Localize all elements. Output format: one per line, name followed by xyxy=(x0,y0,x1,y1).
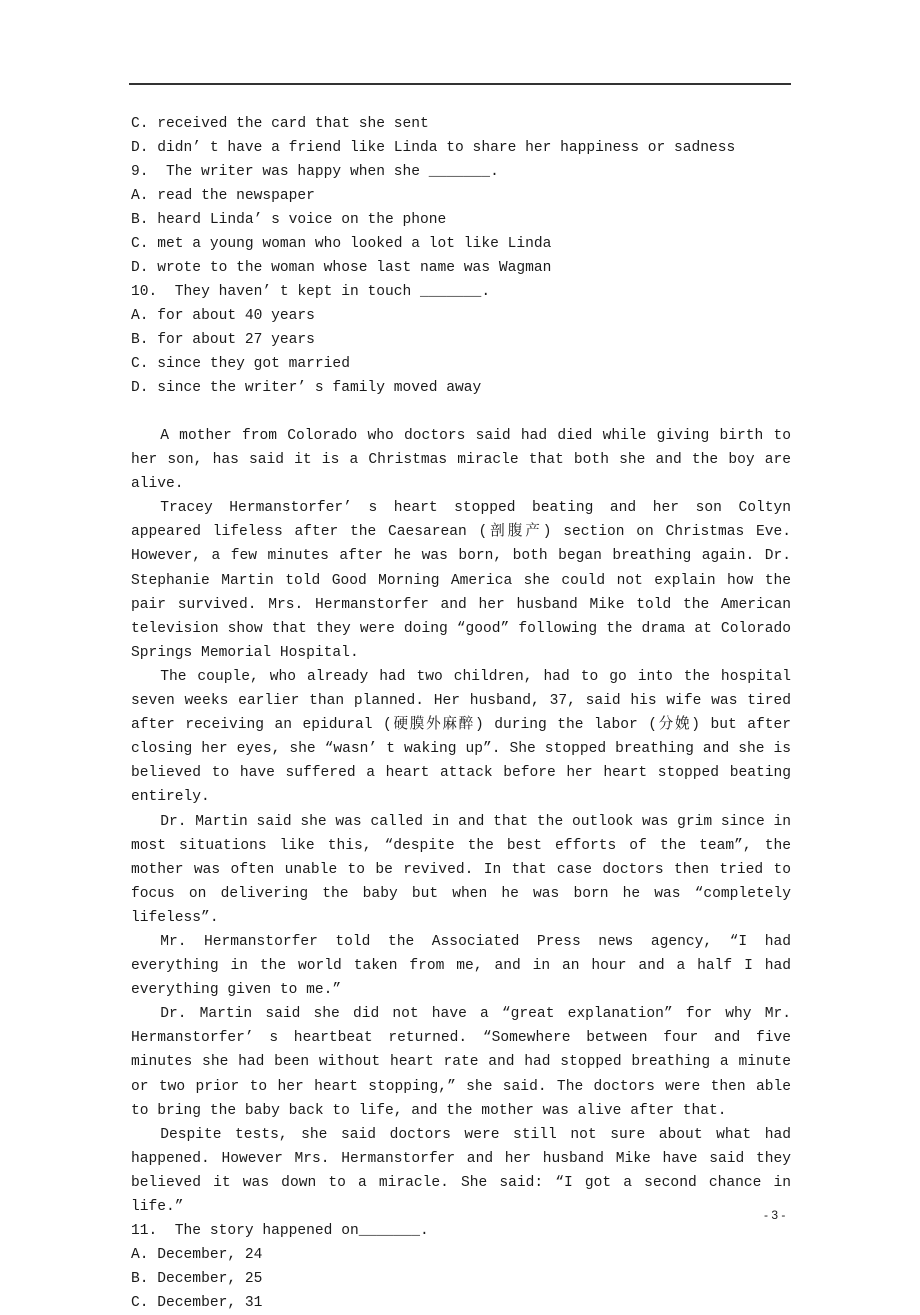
option-9c: C. met a young woman who looked a lot like Linda xyxy=(131,236,552,252)
page-content xyxy=(131,112,791,1315)
option-10d: D. since the writer’ s family moved away xyxy=(131,380,482,396)
option-9b: B. heard Linda’ s voice on the phone xyxy=(131,212,447,228)
option-11c: C. December, 31 xyxy=(131,1295,263,1312)
option-9a: A. read the newspaper xyxy=(131,188,315,204)
option-11a: A. December, 24 xyxy=(131,1247,263,1264)
option-10c: C. since they got married xyxy=(131,356,350,372)
question-9-stem: 9. The writer was happy when she _______. xyxy=(131,164,499,180)
passage-paragraph: The couple, who already had two children, had to go into the hospital seven weeks earlier than planned. Her husband, 37, said his wife was tired after receiving an epidural (硬膜外麻醉) during the labor (分娩) but after closing her eyes, she “wasn’ t waking up”. She stopped breathing and she is believed to have suffered a heart attack before her heart stopped beating entirely. xyxy=(131,668,791,806)
passage-paragraph: Mr. Hermanstorfer told the Associated Press news agency, “I had everything in the world taken from me, and in an hour and a half I had everything given to me.” xyxy=(131,933,791,999)
passage-paragraph: Tracey Hermanstorfer’ s heart stopped beating and her son Coltyn appeared lifeless after the Caesarean (剖腹产) section on Christmas Eve. However, a few minutes after he was born, both began breathing again. Dr. Stephanie Martin told Good Morning America she could not explain how the pair survived. Mrs. Hermanstorfer and her husband Mike told the American television show that they were doing “good” following the drama at Colorado Springs Memorial Hospital. xyxy=(131,500,791,661)
option-8c: C. received the card that she sent xyxy=(131,116,429,132)
passage-paragraph: Dr. Martin said she was called in and that the outlook was grim since in most situations like this, “despite the best efforts of the team”, the mother was often unable to be revived. In that case doctors then tried to focus on delivering the baby but when he was born he was “completely lifeless”. xyxy=(131,813,791,926)
option-8d: D. didn’ t have a friend like Linda to share her happiness or sadness xyxy=(131,140,736,156)
option-11b: B. December, 25 xyxy=(131,1271,263,1288)
passage-paragraph: A mother from Colorado who doctors said had died while giving birth to her son, has said it is a Christmas miracle that both she and the boy are alive. xyxy=(131,428,791,493)
option-10a: A. for about 40 years xyxy=(131,308,315,324)
question-10-stem: 10. They haven’ t kept in touch _______. xyxy=(131,284,491,300)
question-11-stem: 11. The story happened on_______. xyxy=(131,1223,429,1240)
option-10b: B. for about 27 years xyxy=(131,332,315,348)
page-number: - 3 - xyxy=(764,1208,786,1222)
option-9d: D. wrote to the woman whose last name was Wagman xyxy=(131,260,552,276)
header-rule xyxy=(129,83,791,85)
spacer xyxy=(131,400,791,424)
passage-paragraph: Dr. Martin said she did not have a “great explanation” for why Mr. Hermanstorfer’ s heartbeat returned. “Somewhere between four and five minutes she had been without heart rate and had stopped breathing a minute or two prior to her heart stopping,” she said. The doctors were then able to bring the baby back to life, and the mother was alive after that. xyxy=(131,1006,791,1119)
passage-paragraph: Despite tests, she said doctors were still not sure about what had happened. However Mrs. Hermanstorfer and her husband Mike have said they believed it was down to a miracle. She said: “I got a second chance in life.” xyxy=(131,1126,791,1215)
